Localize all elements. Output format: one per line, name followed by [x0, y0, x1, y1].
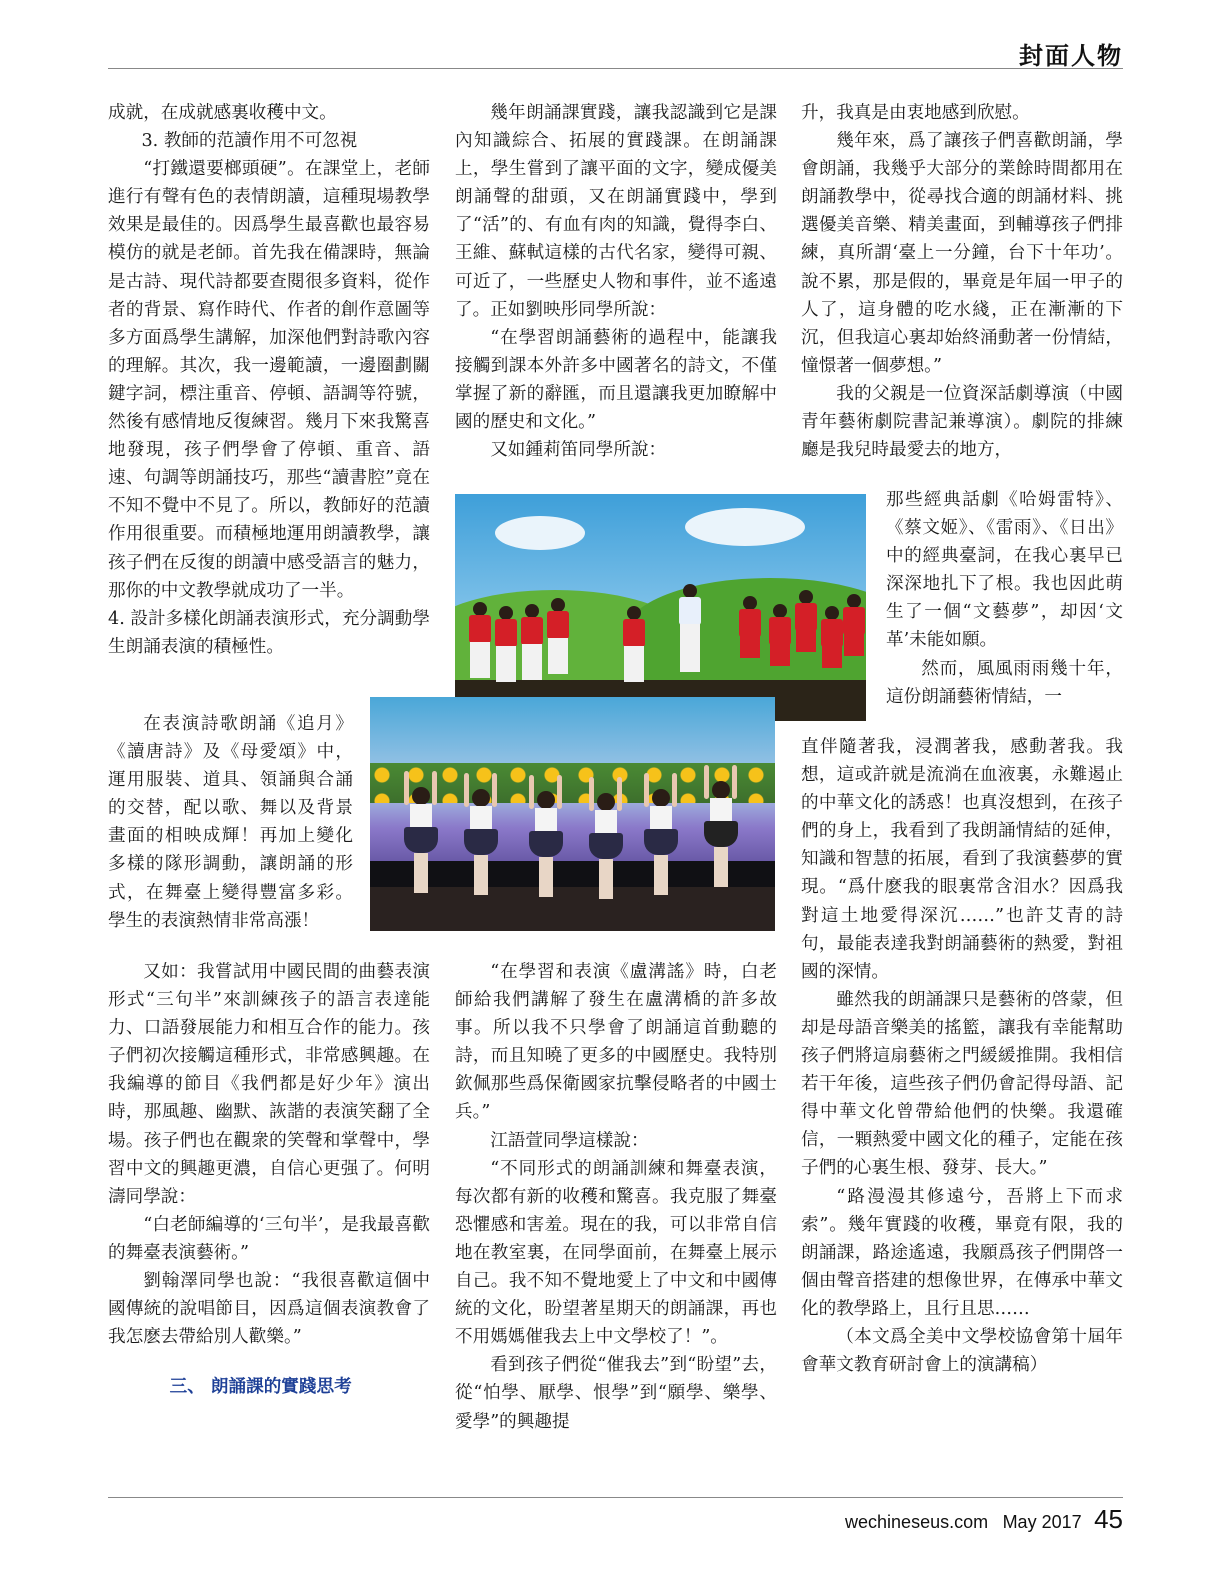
column-2-lower — [455, 958, 777, 1436]
paragraph: 幾年來，爲了讓孩子們喜歡朗誦，學會朗誦，我幾乎大部分的業餘時間都用在朗誦教學中，從尋找合適的朗誦材料、挑選優美音樂、精美畫面，到輔導孩子們排練，真所謂‘臺上一分鐘，台下十年功’。說不累，那是假的，畢竟是年屆一甲子的人了，這身體的吃水綫，正在漸漸的下沉，但我這心裏却始終涌動著一份情結，憧憬著一個夢想。” — [801, 131, 1123, 376]
quote: “不同形式的朗誦訓練和舞臺表演，每次都有新的收穫和驚喜。我克服了舞臺恐懼感和害羞。現在的我，可以非常自信地在教室裏，在同學面前，在舞臺上展示自己。我不知不覺地愛上了中文和中國傳統的文化，盼望著星期天的朗誦課，再也不用媽媽催我去上中文學校了！”。 — [455, 1158, 777, 1348]
quote: “在學習和表演《盧溝謠》時，白老師給我們講解了發生在盧溝橋的許多故事。所以我不只學會了朗誦這首動聽的詩，而且知曉了更多的中國歷史。我特別欽佩那些爲保衛國家抗擊侵略者的中國士兵。” — [455, 962, 777, 1123]
subheading: 4. 設計多樣化朗誦表演形式，充分調動學生朗誦表演的積極性。 — [108, 608, 430, 657]
footnote: （本文爲全美中文學校協會第十屆年會華文教育研討會上的演講稿） — [801, 1326, 1123, 1376]
section-title: 封面人物 — [1019, 41, 1123, 70]
footer-date: May 2017 — [1002, 1512, 1082, 1532]
column-1-lower — [108, 958, 430, 1401]
paragraph: 又如鍾莉笛同學所說： — [490, 440, 667, 461]
paragraph: 我的父親是一位資深話劇導演（中國青年藝術劇院書記兼導演）。劇院的排練廳是我兒時最愛去的地方， — [801, 383, 1123, 461]
paragraph: 又如：我嘗試用中國民間的曲藝表演形式“三句半”來訓練孩子的語言表達能力、口語發展能力和相互合作的能力。孩子們初次接觸這種形式，非常感興趣。在我編導的節目《我們都是好少年》演出時，那風趣、幽默、詼諧的表演笑翻了全場。孩子們也在觀衆的笑聲和掌聲中，學習中文的興趣更濃，自信心更强了。何明濤同學說： — [108, 962, 430, 1207]
paragraph: 江語萱同學這樣說： — [490, 1130, 649, 1151]
column-3-wrap — [886, 486, 1123, 711]
paragraph: 看到孩子們從“催我去”到“盼望”去，從“怕學、厭學、恨學”到“願學、樂學、愛學”的興趣提 — [455, 1355, 777, 1432]
column-3-upper — [801, 99, 1123, 464]
paragraph: “路漫漫其修遠兮，吾將上下而求索”。幾年實踐的收穫，畢竟有限，我的朗誦課，路途遙遠，我願爲孩子們開啓一個由聲音搭建的想像世界，在傳承中華文化的教學路上，且行且思…… — [801, 1186, 1123, 1319]
quote: “在學習朗誦藝術的過程中，能讓我接觸到課本外許多中國著名的詩文，不僅掌握了新的辭匯，而且還讓我更加瞭解中國的歷史和文化。” — [455, 327, 777, 433]
stage-photo-choir — [455, 494, 866, 721]
subheading: 3. 教師的范讀作用不可忽視 — [141, 131, 358, 152]
quote: “白老師編導的‘三句半’，是我最喜歡的舞臺表演藝術。” — [108, 1214, 430, 1263]
footer-website: wechineseus.com — [845, 1512, 989, 1532]
paragraph: 成就，在成就感裏收穫中文。 — [108, 103, 337, 123]
page-footer — [845, 1504, 1123, 1535]
page-number: 45 — [1094, 1504, 1123, 1534]
paragraph: 升，我真是由衷地感到欣慰。 — [801, 103, 1030, 123]
paragraph: 直伴隨著我，浸潤著我，感動著我。我想，這或許就是流淌在血液裏，永難遏止的中華文化的誘惑！也真沒想到，在孩子們的身上，我看到了我朗誦情結的延伸，知識和智慧的拓展，看到了我演藝夢的實現。“爲什麽我的眼裏常含泪水？因爲我對這土地愛得深沉……”也許艾青的詩句，最能表達我對朗誦藝術的熱愛，對祖國的深情。 — [801, 737, 1123, 982]
top-divider — [108, 68, 1123, 69]
paragraph: 劉翰澤同學也說：“我很喜歡這個中國傳統的說唱節目，因爲這個表演教會了我怎麽去帶給別人歡樂。” — [108, 1271, 430, 1348]
paragraph: 那些經典話劇《哈姆雷特》、《蔡文姬》、《雷雨》、《日出》中的經典臺詞，在我心裏早已深深地扎下了根。我也因此萌生了一個“文藝夢”，却因‘文革’未能如願。 — [886, 490, 1123, 651]
section-heading: 三、 朗誦課的實踐思考 — [169, 1376, 352, 1398]
column-1 — [108, 99, 430, 661]
paragraph: 雖然我的朗誦課只是藝術的啓蒙，但却是母語音樂美的搖籃，讓我有幸能幫助孩子們將這扇藝術之門緩緩推開。我相信若干年後，這些孩子們仍會記得母語、記得中華文化曾帶給他們的快樂。我還確信，一顆熱愛中國文化的種子，定能在孩子們的心裏生根、發芽、長大。” — [801, 989, 1123, 1179]
column-3-lower — [801, 733, 1123, 1379]
bottom-divider — [108, 1497, 1123, 1498]
stage-photo-dancers — [370, 697, 775, 931]
paragraph: 然而，風風雨雨幾十年，這份朗誦藝術情結，一 — [886, 658, 1123, 707]
paragraph: 在表演詩歌朗誦《追月》《讀唐詩》及《母愛頌》中，運用服裝、道具、領誦與合誦的交替，配以歌、舞以及背景畫面的相映成輝！再加上變化多樣的隊形調動，讓朗誦的形式，在舞臺上變得豐富多彩。學生的表演熱情非常高漲！ — [108, 714, 353, 931]
paragraph: 幾年朗誦課實踐，讓我認識到它是課內知識綜合、拓展的實踐課。在朗誦課上，學生嘗到了讓平面的文字，變成優美朗誦聲的甜頭，又在朗誦實踐中，學到了“活”的、有血有肉的知識，覺得李白、王維、蘇軾這樣的古代名家，變得可親、可近了，一些歷史人物和事件，並不遙遠了。正如劉映彤同學所說： — [455, 103, 777, 320]
column-1-wrap — [108, 710, 353, 935]
column-2-upper — [455, 99, 777, 464]
paragraph: “打鐵還要榔頭硬”。在課堂上，老師進行有聲有色的表情朗讀，這種現場教學效果是最佳的。因爲學生最喜歡也最容易模仿的就是老師。首先我在備課時，無論是古詩、現代詩都要查閱很多資料，從作者的背景、寫作時代、作者的創作意圖等多方面爲學生講解，加深他們對詩歌內容的理解。其次，我一邊範讀，一邊圈劃關鍵字詞，標注重音、停頓、語調等符號，然後有感情地反復練習。幾月下來我驚喜地發現，孩子們學會了停頓、重音、語速、句調等朗誦技巧，那些“讀書腔”竟在不知不覺中不見了。所以，教師好的范讀作用很重要。而積極地運用朗讀教學，讓孩子們在反復的朗讀中感受語言的魅力，那你的中文教學就成功了一半。 — [108, 159, 430, 601]
